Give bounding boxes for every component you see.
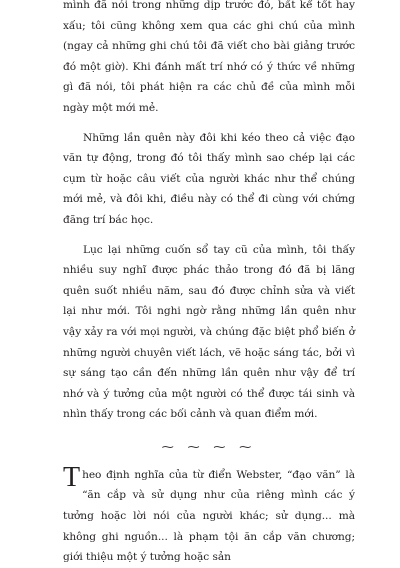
section-divider-ornament: ⁓ ⁓ ⁓ ⁓ (161, 439, 257, 454)
body-text (63, 0, 355, 568)
paragraph-webster-definition (63, 461, 355, 568)
drop-cap-letter: T (63, 461, 81, 493)
paragraph-webster-text: heo định nghĩa của từ điển Webster, “đạo văn” là “ăn cắp và sử dụng như của riêng mình các ý tưởng hoặc lời nói của người khác; sử dụng... mà không ghi nguồn... là phạm tội ăn cắp văn chương; giới thiệu một ý tưởng hoặc sản (63, 468, 355, 564)
paragraph-continued: mình đã nói trong những dịp trước đó, bất kể tốt hay xấu; tôi cũng không xem qua các ghi chú của mình (ngay cả những ghi chú tôi đã viết cho bài giảng trước đó một giờ). Khi đánh mất trí nhớ có ý thức về những gì đã nói, tôi phát hiện ra các chủ đề của mình mỗi ngày một mới mẻ. (63, 0, 355, 114)
paragraph-forgetting: Những lần quên này đôi khi kéo theo cả việc đạo văn tự động, trong đó tôi thấy mình sao chép lại các cụm từ hoặc câu viết của người khác như thể chúng mới mẻ, và đôi khi, điều này có thể đi cùng với chứng đãng trí bác học. (63, 131, 355, 226)
paragraph-notebooks: Lục lại những cuốn sổ tay cũ của mình, tôi thấy nhiều suy nghĩ được phác thảo trong đó đã bị lãng quên suốt nhiều năm, sau đó được chỉnh sửa và viết lại như mới. Tôi nghi ngờ rằng những lần quên như vậy xảy ra với mọi người, và chúng đặc biệt phổ biến ở những người chuyên viết lách, vẽ hoặc sáng tác, bởi vì sự sáng tạo cần đến những lần quên như vậy để trí nhớ và ý tưởng của một người có thể được tái sinh và nhìn thấy trong các bối cảnh và quan điểm mới. (63, 243, 355, 421)
